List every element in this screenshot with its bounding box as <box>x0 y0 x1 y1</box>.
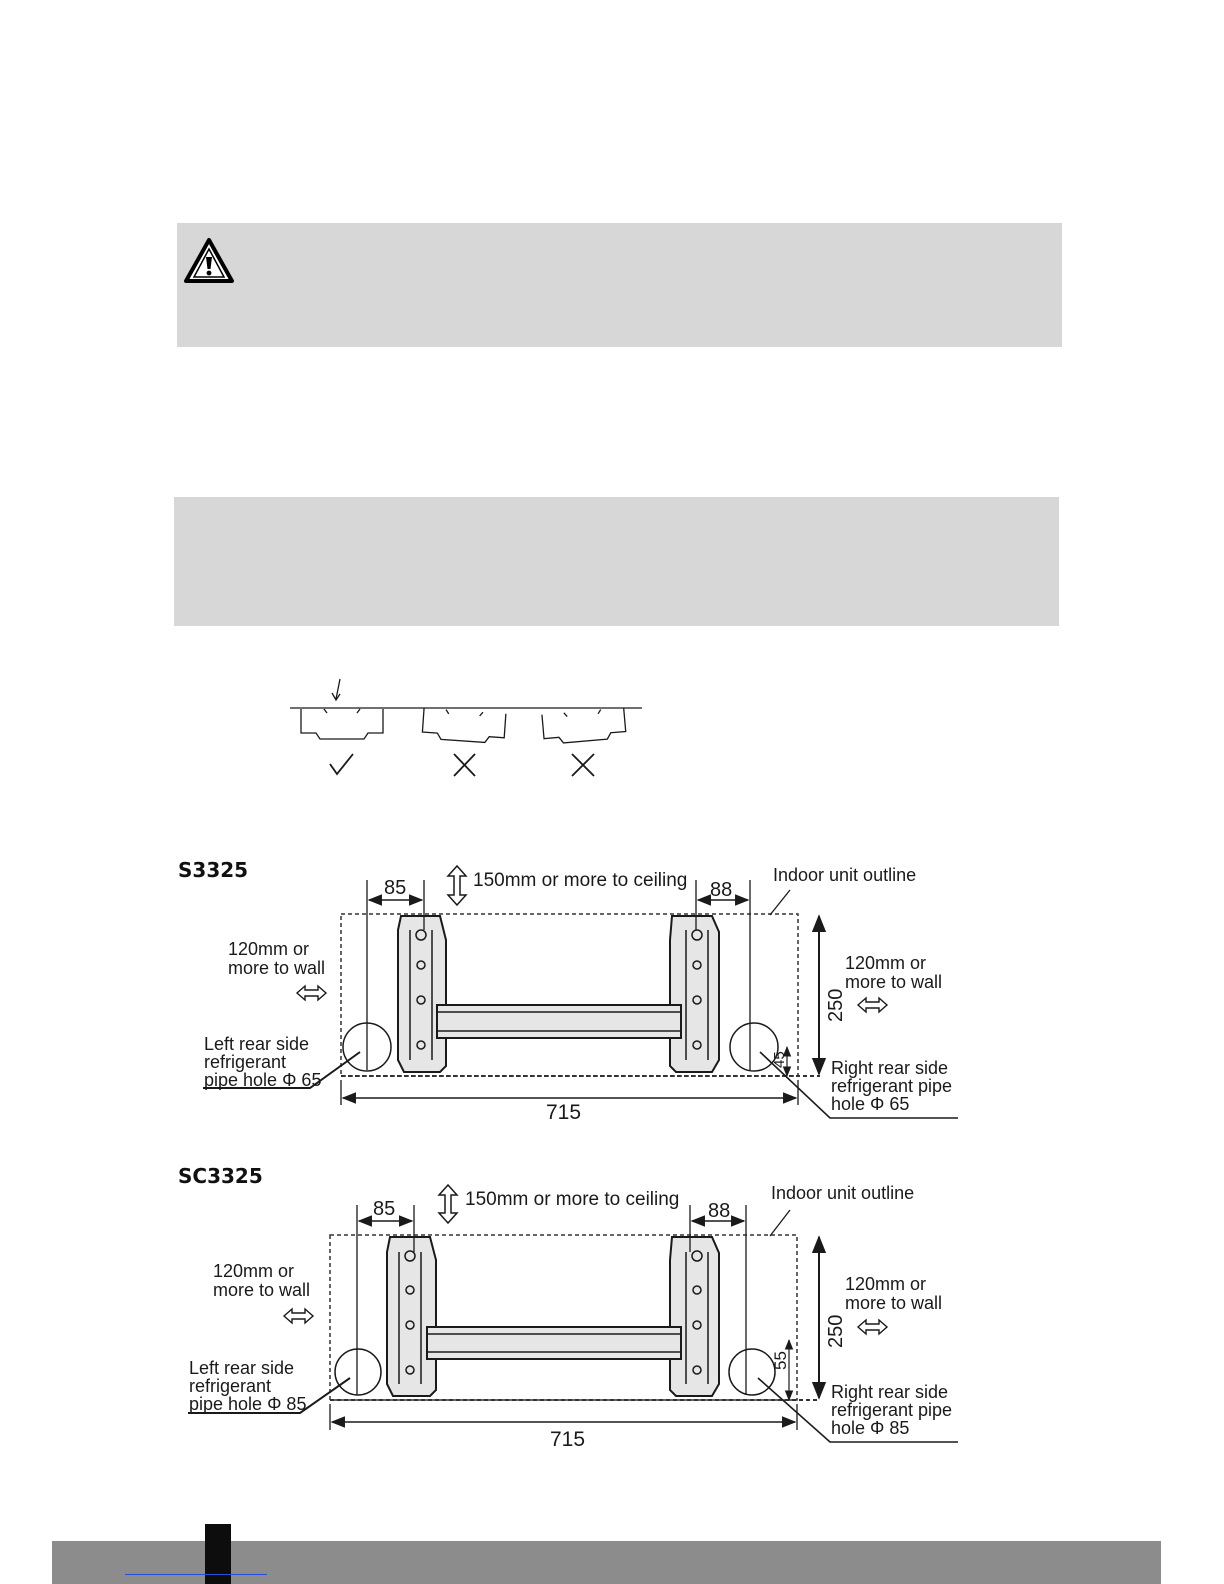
right-wall-clearance: more to wall <box>845 1293 943 1313</box>
note-box <box>174 497 1059 626</box>
right-hole-label: hole Φ 65 <box>831 1094 910 1114</box>
left-hole-label: refrigerant <box>204 1052 287 1072</box>
ceiling-clearance: 150mm or more to ceiling <box>465 1189 680 1210</box>
footer-link-underline[interactable] <box>125 1574 267 1575</box>
hole-offset-dimension: 55 <box>771 1351 790 1370</box>
outline-label: Indoor unit outline <box>771 1183 915 1203</box>
right-hole-label: refrigerant pipe <box>831 1400 953 1420</box>
warning-box <box>177 223 1062 347</box>
left-hole-label: Left rear side <box>189 1358 295 1378</box>
right-hole-label: refrigerant pipe <box>831 1076 953 1096</box>
height-dimension: 250 <box>825 988 847 1022</box>
outline-label: Indoor unit outline <box>773 865 917 885</box>
width-dimension: 715 <box>546 1101 582 1124</box>
right-wall-clearance: 120mm or <box>845 953 927 973</box>
height-dimension: 250 <box>825 1314 847 1348</box>
right-hole-label: Right rear side <box>831 1382 949 1402</box>
hole-offset-dimension: 45 <box>771 1051 788 1068</box>
dimension-right: 88 <box>708 1200 731 1222</box>
left-hole-label: Left rear side <box>204 1034 310 1054</box>
ceiling-clearance: 150mm or more to ceiling <box>473 870 688 891</box>
right-hole-label: Right rear side <box>831 1058 949 1078</box>
check-icon <box>330 754 353 774</box>
left-hole-label: refrigerant <box>189 1376 272 1396</box>
left-wall-clearance: more to wall <box>228 958 326 978</box>
left-hole-label: pipe hole Φ 65 <box>204 1070 322 1090</box>
right-wall-clearance: more to wall <box>845 972 943 992</box>
dimension-left: 85 <box>384 877 407 899</box>
right-hole-label: hole Φ 85 <box>831 1418 910 1438</box>
left-wall-clearance: 120mm or <box>228 939 310 959</box>
dimension-left: 85 <box>373 1198 396 1220</box>
dimension-right: 88 <box>710 879 733 901</box>
warning-icon <box>183 237 235 285</box>
level-illustration <box>280 675 660 785</box>
footer-page-tab <box>205 1524 231 1584</box>
left-wall-clearance: 120mm or <box>213 1261 295 1281</box>
left-wall-clearance: more to wall <box>213 1280 311 1300</box>
right-wall-clearance: 120mm or <box>845 1274 927 1294</box>
cross-icon <box>454 754 475 776</box>
model-heading: SC3325 <box>178 1164 263 1188</box>
width-dimension: 715 <box>550 1428 586 1451</box>
left-hole-label: pipe hole Φ 85 <box>189 1394 307 1414</box>
model-heading: S3325 <box>178 858 249 882</box>
cross-icon <box>572 754 594 776</box>
